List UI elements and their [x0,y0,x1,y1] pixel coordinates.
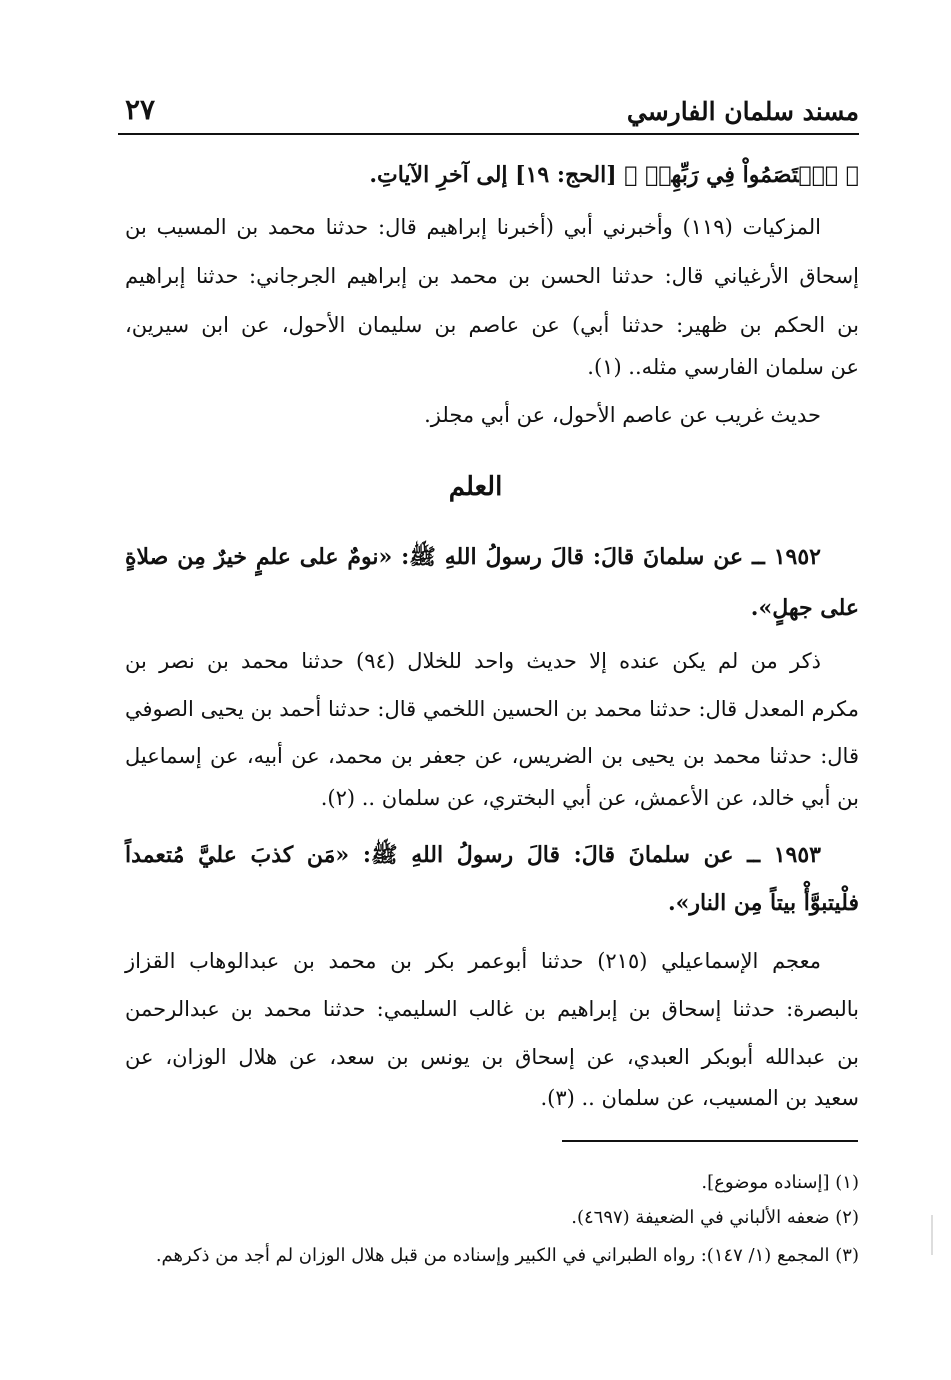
quran-verse-line: ﴿ ٱخۡتَصَمُواْ فِي رَبِّهِمۡ ﴾ [الحج: ١٩] إلى آخرِ الآياتِ. [369,162,859,188]
paragraph-line: ذكر من لم يكن عنده إلا حديث واحد للخلال (٩٤) حدثنا محمد بن نصر بن [125,649,821,673]
hadith-text-line: ١٩٥٢ ــ عن سلمانَ قالَ: قالَ رسولُ اللهِ ﷺ: «نومٌ على علمٍ خيرٌ مِن صلاةٍ [125,544,821,570]
footnote: (٣) المجمع (١/ ١٤٧): رواه الطبراني في الكبير وإسناده من قبل هلال الوزان لم أجد من ذكرهم. [155,1245,859,1266]
running-title: مسند سلمان الفارسي [626,97,859,126]
scan-mark [931,1215,933,1255]
paragraph-line: مكرم المعدل قال: حدثنا محمد بن الحسين اللخمي قال: حدثنا أحمد بن يحيى الصوفي [125,697,859,721]
footnote: (٢) ضعفه الألباني في الضعيفة (٤٦٩٧). [571,1207,859,1228]
hadith-text-line: على جهلٍ». [750,595,859,621]
paragraph-line: إسحاق الأرغياني قال: حدثنا الحسن بن محمد بن إبراهيم الجرجاني: حدثنا إبراهيم [125,264,859,288]
header-rule [118,133,859,135]
paragraph-line: معجم الإسماعيلي (٢١٥) حدثنا أبوعمر بكر بن محمد بن عبدالوهاب القزاز [125,949,821,973]
paragraph-line: قال: حدثنا محمد بن يحيى بن الضريس، عن جعفر بن محمد، عن أبيه، عن إسماعيل [125,744,859,768]
page-header [125,86,859,126]
paragraph-line: بالبصرة: حدثنا إسحاق بن إبراهيم بن غالب السليمي: حدثنا محمد بن عبدالرحمن [125,997,859,1021]
paragraph-line: بن عبدالله أبوبكر العبدي، عن إسحاق بن يونس بن سعد، عن هلال الوزان، عن [125,1045,859,1069]
footnote-rule [562,1140,858,1142]
section-heading: العلم [448,472,503,502]
hadith-text-line: فلْيتبوَّأْ بيتاً مِن النار». [668,890,859,916]
footnote: (١) [إسناده موضوع]. [701,1172,859,1193]
paragraph-line: حديث غريب عن عاصم الأحول، عن أبي مجلز. [424,403,821,427]
paragraph-line: عن سلمان الفارسي مثله.. (١). [587,355,859,379]
paragraph-line: بن الحكم بن ظهير: حدثنا أبي) عن عاصم بن سليمان الأحول، عن ابن سيرين، [125,313,859,337]
paragraph-line: سعيد بن المسيب، عن سلمان .. (٣). [540,1086,859,1110]
paragraph-line: المزكيات (١١٩) وأخبرني أبي (أخبرنا إبراهيم قال: حدثنا محمد بن المسيب بن [125,215,821,239]
page-number: ٢٧ [125,93,156,126]
hadith-text-line: ١٩٥٣ ــ عن سلمانَ قالَ: قالَ رسولُ اللهِ ﷺ: «مَن كذبَ عليَّ مُتعمداً [125,842,821,868]
paragraph-line: بن أبي خالد، عن الأعمش، عن أبي البختري، عن سلمان .. (٢). [320,786,859,810]
